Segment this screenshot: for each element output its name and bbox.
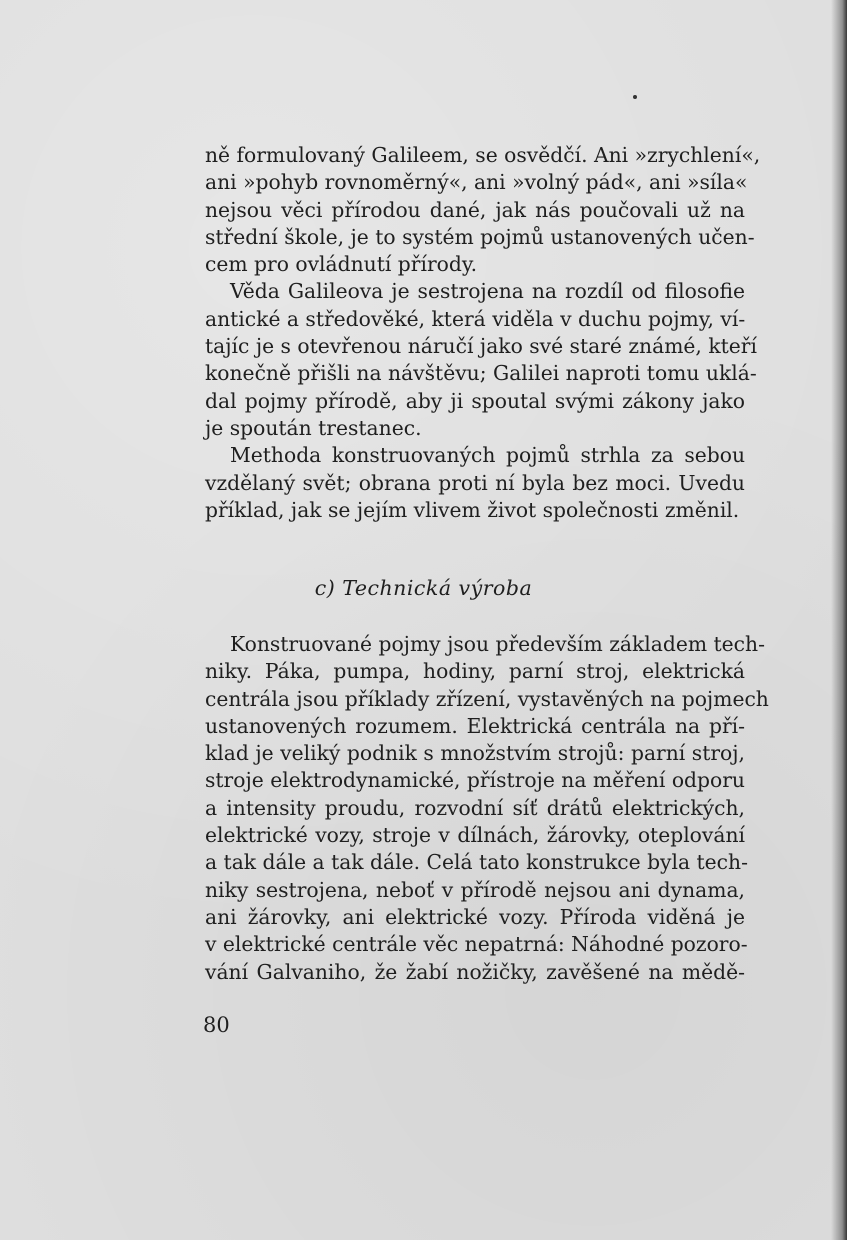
paragraph-4	[205, 631, 769, 986]
text-line: nejsou věci přírodou dané, jak nás poučovali už na	[205, 197, 745, 222]
text-line: Methoda konstruovaných pojmů strhla za sebou	[230, 443, 745, 468]
text-line: ustanovených rozumem. Elektrická centrála na pří-	[205, 713, 745, 738]
text-line: cem pro ovládnutí přírody.	[205, 252, 478, 277]
ink-speck	[633, 95, 637, 99]
text-line: centrála jsou příklady zřízení, vystavěných na pojmech	[205, 686, 769, 711]
text-line: a tak dále a tak dále. Celá tato konstrukce byla tech-	[205, 850, 748, 875]
top-text-block	[205, 142, 761, 524]
text-line: klad je veliký podnik s množstvím strojů: parní stroj,	[205, 741, 745, 766]
page-edge-shadow	[831, 0, 847, 1240]
paragraph-2	[205, 278, 757, 442]
text-line: ani »pohyb rovnoměrný«, ani »volný pád«, ani »síla«	[205, 170, 748, 195]
paragraph-3	[205, 442, 745, 524]
text-line: elektrické vozy, stroje v dílnách, žárovky, oteplování	[205, 823, 745, 848]
page-number: 80	[203, 1013, 230, 1037]
text-line: vzdělaný svět; obrana proti ní byla bez moci. Uvedu	[205, 470, 745, 495]
text-line: niky. Páka, pumpa, hodiny, parní stroj, elektrická	[205, 659, 745, 684]
text-line: v elektrické centrále věc nepatrná: Náhodné pozoro-	[205, 932, 748, 957]
section-heading: c) Technická výroba	[314, 576, 533, 600]
text-line: Konstruované pojmy jsou především základem tech-	[230, 632, 765, 656]
text-line: příklad, jak se jejím vlivem život společnosti změnil.	[205, 497, 740, 522]
text-line: niky sestrojena, neboť v přírodě nejsou ani dynama,	[205, 877, 745, 902]
text-line: dal pojmy přírodě, aby ji spoutal svými zákony jako	[205, 388, 745, 413]
bottom-text-block	[205, 631, 769, 986]
text-line: a intensity proudu, rozvodní síť drátů elektrických,	[205, 795, 745, 820]
text-line: ani žárovky, ani elektrické vozy. Příroda viděná je	[205, 904, 745, 929]
text-line: Věda Galileova je sestrojena na rozdíl od filosofie	[230, 279, 745, 304]
text-line: tajíc je s otevřenou náručí jako své staré známé, kteří	[205, 334, 757, 359]
text-line: ně formulovaný Galileem, se osvědčí. Ani »zrychlení«,	[205, 143, 761, 167]
text-line: konečně přišli na návštěvu; Galilei naproti tomu uklá-	[205, 361, 757, 386]
text-line: střední škole, je to systém pojmů ustanovených učen-	[205, 224, 755, 249]
text-line: je spoután trestanec.	[205, 415, 422, 440]
paragraph-1	[205, 142, 761, 278]
text-line: antické a středověké, která viděla v duchu pojmy, ví-	[205, 306, 746, 331]
text-line: stroje elektrodynamické, přístroje na měření odporu	[205, 768, 745, 793]
text-line: vání Galvaniho, že žabí nožičky, zavěšené na mědě-	[205, 959, 745, 984]
